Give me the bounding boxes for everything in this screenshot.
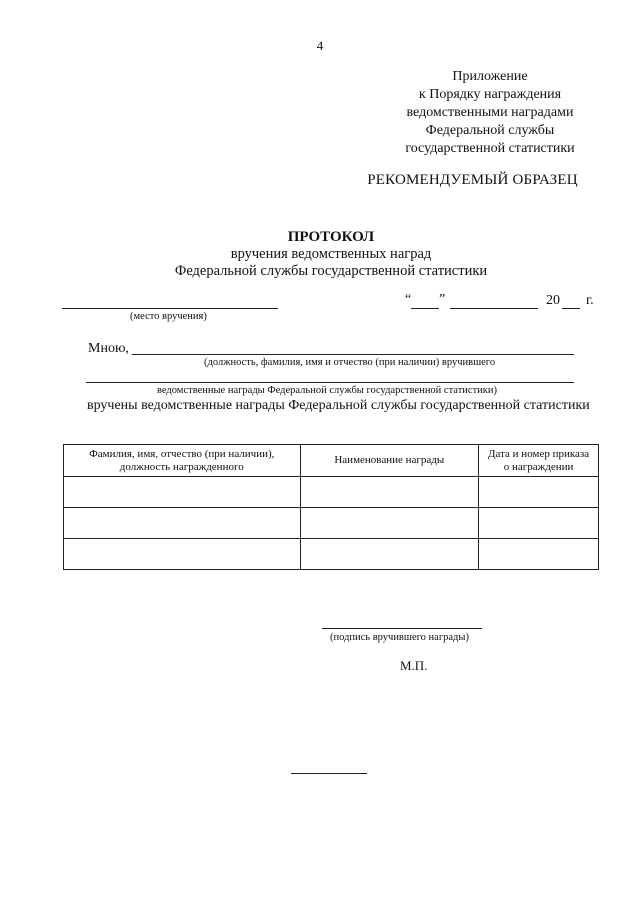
date-year-prefix: 20 — [546, 293, 560, 308]
header-order — [479, 445, 599, 477]
header-text: Дата и номер приказа — [488, 447, 590, 460]
header-award-name — [300, 445, 479, 477]
header-text: должность награжденного — [119, 460, 244, 473]
title-line: вручения ведомственных наград — [230, 246, 432, 262]
table-row — [64, 477, 599, 508]
place-caption: (место вручения) — [130, 311, 207, 322]
date-close-quote: ” — [439, 292, 446, 307]
place-line — [62, 308, 278, 309]
presenter-lead: Мною, — [88, 341, 129, 356]
title-main: ПРОТОКОЛ — [287, 229, 375, 245]
table-row — [64, 508, 599, 539]
bottom-divider — [291, 773, 367, 774]
date-day-line — [411, 308, 439, 309]
table-cell[interactable] — [479, 508, 599, 539]
page-number: 4 — [316, 38, 324, 53]
appendix-line: к Порядку награждения — [418, 87, 562, 102]
table-cell[interactable] — [64, 477, 301, 508]
presenter-caption-2: ведомственные награды Федеральной службы государственной статистики) — [157, 385, 497, 396]
table-cell[interactable] — [64, 508, 301, 539]
table-header-row — [64, 445, 599, 477]
date-year-suffix: г. — [586, 293, 594, 308]
header-recipient — [64, 445, 301, 477]
presenter-statement: вручены ведомственные награды Федеральной службы государственной статистики — [87, 398, 590, 413]
presenter-line-1 — [132, 354, 574, 355]
title-line: Федеральной службы государственной статистики — [174, 263, 488, 279]
table-row — [64, 539, 599, 570]
appendix-line: ведомственными наградами — [406, 105, 574, 120]
document-title — [0, 229, 640, 280]
appendix-block — [360, 68, 620, 158]
table-cell[interactable] — [300, 508, 479, 539]
date-month-line — [450, 308, 538, 309]
appendix-line: государственной статистики — [405, 141, 575, 156]
seal-label: М.П. — [400, 658, 428, 673]
sample-label: РЕКОМЕНДУЕМЫЙ ОБРАЗЕЦ — [367, 172, 578, 188]
header-text: Фамилия, имя, отчество (при наличии), — [89, 447, 275, 460]
awards-table — [63, 444, 599, 570]
presenter-line-2 — [86, 382, 574, 383]
table-cell[interactable] — [479, 477, 599, 508]
table-cell[interactable] — [479, 539, 599, 570]
header-text: о награждении — [503, 460, 574, 473]
appendix-line: Федеральной службы — [425, 123, 555, 138]
table-cell[interactable] — [64, 539, 301, 570]
signature-line — [322, 628, 482, 629]
presenter-caption-1: (должность, фамилия, имя и отчество (при наличии) вручившего — [204, 357, 496, 368]
signature-caption: (подпись вручившего награды) — [330, 632, 469, 643]
date-open-quote: “ — [405, 292, 412, 307]
appendix-line: Приложение — [452, 69, 528, 84]
date-year-line — [562, 308, 580, 309]
table-cell[interactable] — [300, 477, 479, 508]
header-text: Наименование награды — [334, 454, 445, 466]
table-cell[interactable] — [300, 539, 479, 570]
